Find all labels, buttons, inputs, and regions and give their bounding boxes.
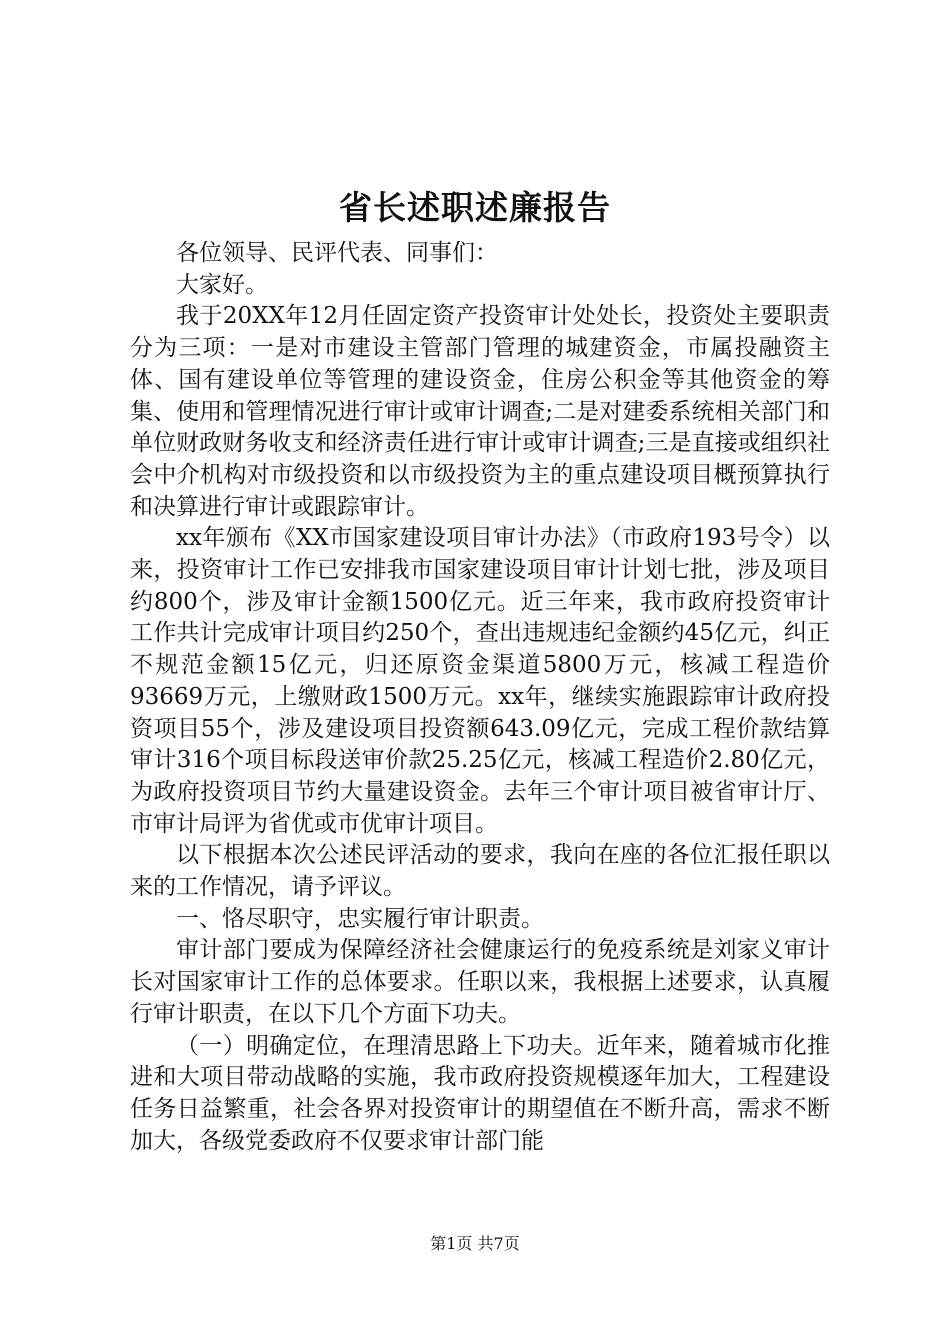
document-body [130,238,830,1157]
paragraph-report-intro: 以下根据本次公述民评活动的要求，我向在座的各位汇报任职以来的工作情况，请予评议。 [130,842,830,901]
document-title: 省长述职述廉报告 [339,188,611,227]
paragraph-positioning: （一）明确定位，在理清思路上下功夫。近年来，随着城市化推进和大项目带动战略的实施，我市政府投资规模逐年加大，工程建设任务日益繁重，社会各界对投资审计的期望值在不断升高，需求不断加大，各级党委政府不仅要求审计部门能 [130,1032,830,1154]
paragraph-audit-requirements: 审计部门要成为保障经济社会健康运行的免疫系统是刘家义审计长对国家审计工作的总体要求。任职以来，我根据上述要求，认真履行审计职责，在以下几个方面下功夫。 [130,937,830,1027]
paragraph-greeting: 各位领导、民评代表、同事们： [176,240,498,266]
paragraph-achievements: xx年颁布《XX市国家建设项目审计办法》（市政府193号令）以来，投资审计工作已安排我市国家建设项目审计计划七批，涉及项目约800个，涉及审计金额1500亿元。近三年来，我市政府投资审计工作共计完成审计项目约250个，查出违规违纪金额约45亿元，纠正不规范金额15亿元，归还原资金渠道5800万元，核减工程造价93669万元，上缴财政1500万元。xx年，继续实施跟踪审计政府投资项目55个，涉及建设项目投资额643.09亿元，完成工程价款结算审计316个项目标段送审价款25.25亿元，核减工程造价2.80亿元，为政府投资项目节约大量建设资金。去年三个审计项目被省审计厅、市审计局评为省优或市优审计项目。 [130,525,830,837]
page-footer: 第1页 共7页 [430,1234,520,1253]
section-heading-1: 一、恪尽职守，忠实履行审计职责。 [176,905,544,932]
paragraph-hello: 大家好。 [176,271,268,298]
paragraph-duties: 我于20XX年12月任固定资产投资审计处处长，投资处主要职责分为三项：一是对市建设主管部门管理的城建资金，市属投融资主体、国有建设单位等管理的建设资金，住房公积金等其他资金的筹集、使用和管理情况进行审计或审计调查;二是对建委系统相关部门和单位财政财务收支和经济责任进行审计或审计调查;三是直接或组织社会中介机构对市级投资和以市级投资为主的重点建设项目概预算执行和决算进行审计或跟踪审计。 [130,303,830,520]
